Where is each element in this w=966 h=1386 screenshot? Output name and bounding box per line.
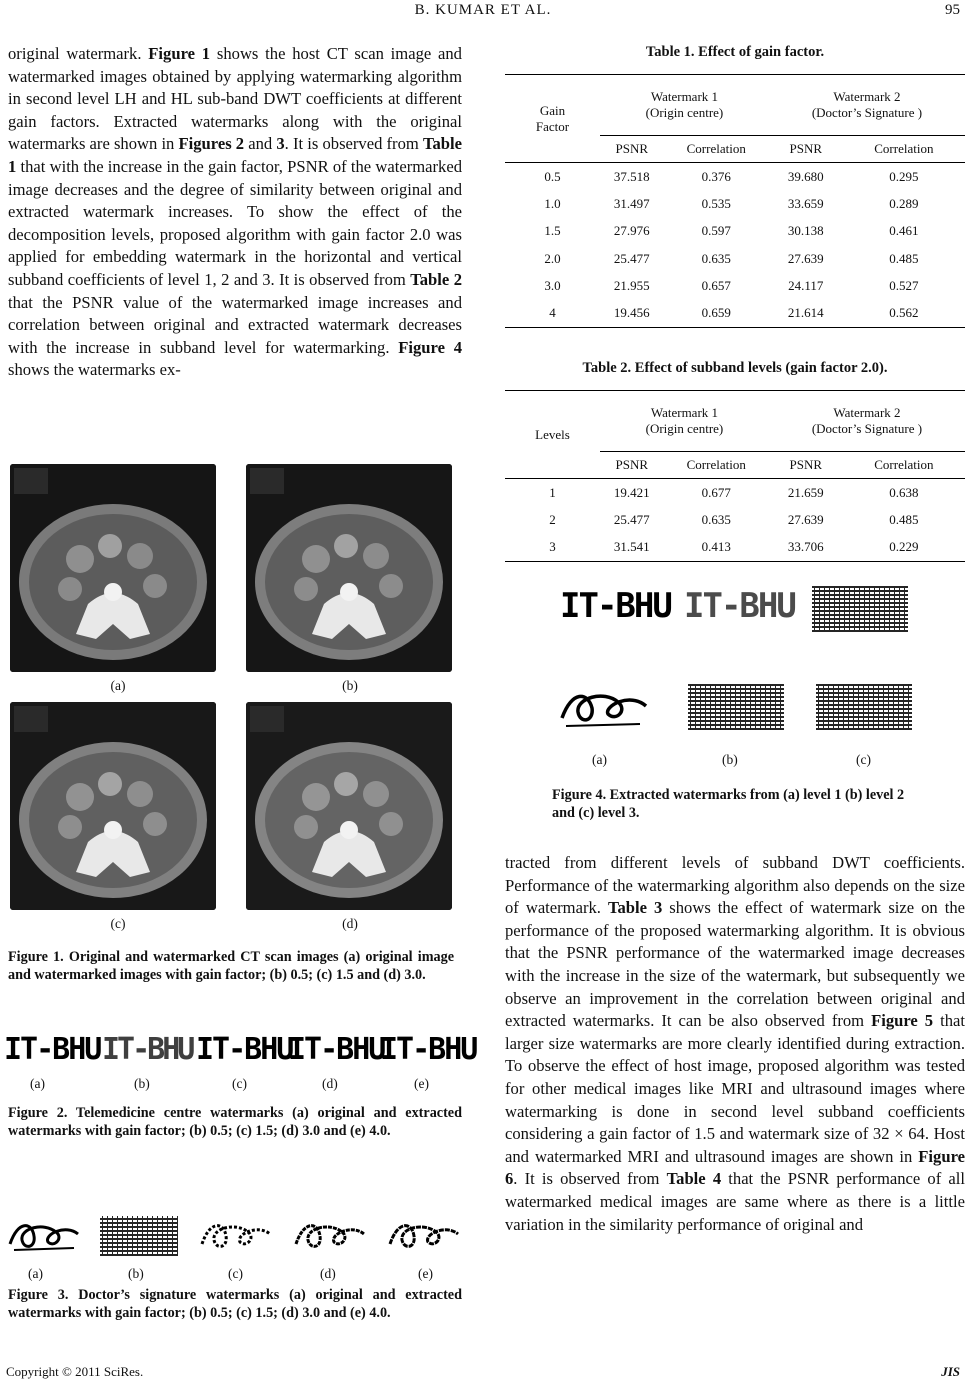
fig4-label-a: (a): [592, 752, 607, 767]
t2-header-first-col: Levels: [535, 426, 570, 442]
table-row: 3.0 21.955 0.657 24.117 0.527: [544, 277, 919, 293]
wm-itbhu-d: IT-BHU: [288, 1032, 385, 1067]
page-header: [0, 0, 966, 24]
fig2-label-a: (a): [30, 1076, 45, 1091]
table-row: 0.5 37.518 0.376 39.680 0.295: [544, 168, 919, 184]
table-1: [505, 74, 965, 328]
wm-itbhu-e: IT-BHU: [380, 1032, 477, 1067]
wm-itbhu-c: IT-BHU: [196, 1032, 293, 1067]
t1-group-2: Watermark 2 (Doctor’s Signature ): [769, 75, 965, 136]
fig2-label-b: (b): [134, 1076, 150, 1091]
t1-group-1: Watermark 1 (Origin centre): [600, 75, 769, 136]
signature-d: [290, 1214, 370, 1256]
t1-sub-psnr-1: PSNR: [615, 141, 649, 156]
wm-itbhu-b: IT-BHU: [102, 1032, 193, 1067]
t1-sub-corr-2: Correlation: [874, 141, 934, 156]
ct-image-d: [246, 702, 452, 910]
right-body-paragraph: tracted from different levels of subband DWT coefficients. Performance of the watermarking algorithm also depends on the size of watermark. Table 3 shows the effect of watermark size on the performance of the proposed watermarking algorithm. It is obvious that the PSNR performance of the watermarked image decreases with the increase in the size of the watermark, but subsequently we observe an improvement in the correlation between original and extracted watermarks. It can be also observed from Figure 5 that larger size watermarks are more clearly identified during extraction. To observe the effect of host image, proposed algorithm was tested for other medical images like MRI and ultrasound images where watermarking is done in second level subband coefficients considering a gain factor of 1.5 and watermark size of 32 × 64. Host and watermarked MRI and ultrasound images are shown in Figure 6. It is observed from Table 4 that the PSNR performance of all watermarked medical images are same where as there is a little variation in the similarity performance of original and: [505, 853, 966, 1234]
figure-1: [8, 464, 454, 942]
fig4-itbhu-b: IT-BHU: [684, 586, 795, 626]
fig1-label-c: (c): [110, 916, 126, 931]
fig1-label-a: (a): [110, 678, 126, 693]
table-row: 2.0 25.477 0.635 27.639 0.485: [544, 250, 919, 266]
t2-sub-psnr-2: PSNR: [789, 457, 823, 472]
fig4-signature-a: [556, 682, 652, 732]
fig4-noise-c: [812, 586, 908, 632]
t2-sub-corr-1: Correlation: [686, 457, 746, 472]
fig4-noise-c2: [816, 684, 912, 730]
table-row: 1.0 31.497 0.535 33.659 0.289: [544, 195, 919, 211]
table-1-caption: Table 1. Effect of gain factor.: [645, 44, 825, 60]
figure-3: [4, 1214, 462, 1280]
figure-4-caption: Figure 4. Extracted watermarks from (a) level 1 (b) level 2 and (c) level 3.: [552, 787, 905, 821]
fig3-label-a: (a): [28, 1266, 43, 1281]
fig2-label-c: (c): [232, 1076, 247, 1091]
figure-3-caption: Figure 3. Doctor’s signature watermarks (a) original and extracted watermarks with gain factor; (b) 0.5; (c) 1.5; (d) 3.0 and (e) 4.0.: [8, 1287, 462, 1321]
figure-2-caption: Figure 2. Telemedicine centre watermarks (a) original and extracted watermarks with gain factor; (b) 0.5; (c) 1.5; (d) 3.0 and (e) 4.0.: [8, 1105, 462, 1139]
figure-4: [556, 582, 916, 772]
ct-image-c: [10, 702, 216, 910]
signature-e: [384, 1214, 464, 1256]
table-row: 1.5 27.976 0.597 30.138 0.461: [544, 223, 919, 239]
ct-image-a: [10, 464, 216, 672]
table-row: 4 19.456 0.659 21.614 0.562: [549, 305, 919, 321]
fig4-label-b: (b): [722, 752, 738, 767]
footer-journal: JIS: [941, 1364, 960, 1379]
wm-itbhu-a: IT-BHU: [4, 1032, 101, 1067]
fig3-label-b: (b): [128, 1266, 144, 1281]
table-row: 1 19.421 0.677 21.659 0.638: [549, 484, 919, 500]
fig3-label-d: (d): [320, 1266, 336, 1281]
fig2-label-e: (e): [414, 1076, 429, 1091]
fig4-itbhu-a: IT-BHU: [560, 586, 671, 626]
t2-sub-corr-2: Correlation: [874, 457, 934, 472]
signature-a: [4, 1214, 84, 1256]
table-2: [505, 390, 965, 562]
fig4-label-c: (c): [856, 752, 871, 767]
t1-sub-psnr-2: PSNR: [789, 141, 823, 156]
fig4-noise-b: [688, 684, 784, 730]
t1-header-first-col: Gain Factor: [535, 102, 570, 134]
signature-c: [196, 1214, 276, 1256]
table-row: 2 25.477 0.635 27.639 0.485: [549, 511, 919, 527]
fig3-label-e: (e): [418, 1266, 433, 1281]
table-2-caption: Table 2. Effect of subband levels (gain factor 2.0).: [582, 360, 888, 376]
figure-2: [4, 1030, 477, 1096]
t2-group-2: Watermark 2 (Doctor’s Signature ): [769, 391, 965, 452]
running-author: B. KUMAR ET AL.: [414, 2, 552, 18]
t2-group-1: Watermark 1 (Origin centre): [600, 391, 769, 452]
t2-sub-psnr-1: PSNR: [615, 457, 649, 472]
ct-image-b: [246, 464, 452, 672]
figure-1-caption: Figure 1. Original and watermarked CT scan images (a) original image and watermarked images with gain factor; (b) 0.5; (c) 1.5 and (d) 3.0.: [8, 949, 454, 983]
fig3-label-c: (c): [228, 1266, 243, 1281]
page-number: 95: [945, 2, 960, 18]
t1-sub-corr-1: Correlation: [686, 141, 746, 156]
signature-b: [100, 1216, 178, 1256]
left-body-paragraph: original watermark. Figure 1 shows the host CT scan image and watermarked images obtained by applying watermarking algorithm in second level LH and HL sub-band DWT coefficients at different gain factors. Extracted watermarks along with the original watermarks are shown in Figures 2 and 3. It is observed from Table 1 that with the increase in the gain factor, PSNR of the watermarked image decreases and the degree of similarity between original and extracted watermark increases. To show the effect of the decomposition levels, proposed algorithm with gain factor 2.0 was applied for embedding watermark in the horizontal and vertical subband coefficients of level 1, 2 and 3. It is observed from Table 2 that the PSNR value of the watermarked image increases and correlation between original and extracted watermark decreases with the increase in subband level for watermarking. Figure 4 shows the watermarks ex-: [8, 44, 463, 380]
fig1-label-d: (d): [342, 916, 358, 931]
table-row: 3 31.541 0.413 33.706 0.229: [549, 539, 919, 555]
footer-copyright: Copyright © 2011 SciRes.: [6, 1364, 144, 1379]
fig2-label-d: (d): [322, 1076, 338, 1091]
fig1-label-b: (b): [342, 678, 358, 693]
